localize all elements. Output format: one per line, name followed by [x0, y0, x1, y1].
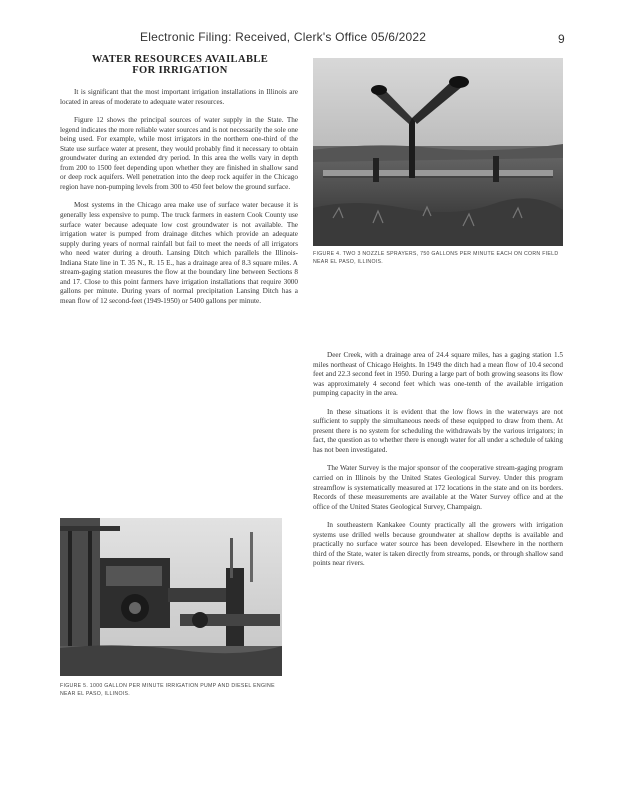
right-column [313, 351, 563, 578]
title-line-1: WATER RESOURCES AVAILABLE [91, 54, 269, 65]
figure-caption-top: FIGURE 4. TWO 3 NOZZLE SPRAYERS, 750 GALLONS PER MINUTE EACH ON CORN FIELD NEAR EL PASO, ILLINOIS. [313, 251, 559, 265]
paragraph: In southeastern Kankakee County practically all the growers with irrigation systems use drilled wells because groundwater at shallow depths is available and practically no surface water source has been developed. Elsewhere in the northern third of the State, water is taken directly from streams, ponds, or through shallow sand points near rivers. [313, 521, 563, 568]
paragraph: The Water Survey is the major sponsor of the cooperative stream-gaging program carried on in Illinois by the United States Geological Survey. Under this program streamflow is systematically measured at 172 locations in the state and on its borders. Records of these measurements are available at the Water Survey office and at the office of the United States Geological Survey, Champaign. [313, 464, 563, 511]
page-header [0, 30, 618, 46]
page-number: 9 [558, 32, 565, 46]
article-title [60, 54, 300, 76]
paragraph: Deer Creek, with a drainage area of 24.4 square miles, has a gaging station 1.5 miles northeast of Chicago Heights. In 1949 the ditch had a mean flow of 10.4 second feet and 22.3 second feet in 1950. During a large part of both growing seasons its flow was approximately 4 second feet which was one-tenth of the available irrigation pumping capacity in the area. [313, 351, 563, 398]
left-column [60, 88, 298, 315]
title-line-2: FOR IRRIGATION [132, 65, 228, 76]
sprayer-photo [313, 58, 563, 246]
paragraph: In these situations it is evident that the low flows in the waterways are not sufficient to supply the simultaneous needs of these equipped to draw from them. At present there is no system for scheduling the withdrawals by the various irrigators; in fact, the question as to whether there is enough water for all under a schedule of taking has not been investigated. [313, 407, 563, 454]
paragraph: Figure 12 shows the principal sources of water supply in the State. The legend indicates the more reliable water sources and is not necessarily the sole one being used. For example, while most irrigators in the northern one-third of the State use surface water at present, they would probably find it necessary to obtain groundwater during an extended dry period. In this area the wells vary in depth from 200 to 1500 feet depending upon whether they are finished in shallow sand or deep rock aquifers. Well penetration into the deep rock aquifer in the Chicago region have non-pumping levels from 300 to 450 feet below the ground surface. [60, 116, 298, 191]
paragraph: Most systems in the Chicago area make use of surface water because it is generally less expensive to pump. The truck farmers in eastern Cook County use surface water because adequate low cost groundwater is not available. The irrigation water is pumped from drainage ditches which provide an adequate supply during years of normal rainfall but fail to meet the needs of all irrigators who need water during a drouth. Lansing Ditch which parallels the Illinois-Indiana State line in T. 35 N., R. 15 E., has a drainage area of 8.3 square miles. A stream-gaging station measures the flow at the boundary line between Sections 8 and 17. Close to this point farmers have irrigation installations that require 3000 gallons per minute. During years of normal precipitation Lansing Ditch has a mean flow of 12 second-feet (1949-1950) or 5400 gallons per minute. [60, 201, 298, 305]
filing-stamp: Electronic Filing: Received, Clerk's Office 05/6/2022 [140, 30, 427, 44]
pump-engine-photo [60, 518, 282, 676]
paragraph: It is significant that the most important irrigation installations in Illinois are located in areas of moderate to adequate water resources. [60, 88, 298, 106]
figure-caption-bottom: FIGURE 5. 1000 GALLON PER MINUTE IRRIGATION PUMP AND DIESEL ENGINE NEAR EL PASO, ILLINOIS. [60, 683, 275, 697]
